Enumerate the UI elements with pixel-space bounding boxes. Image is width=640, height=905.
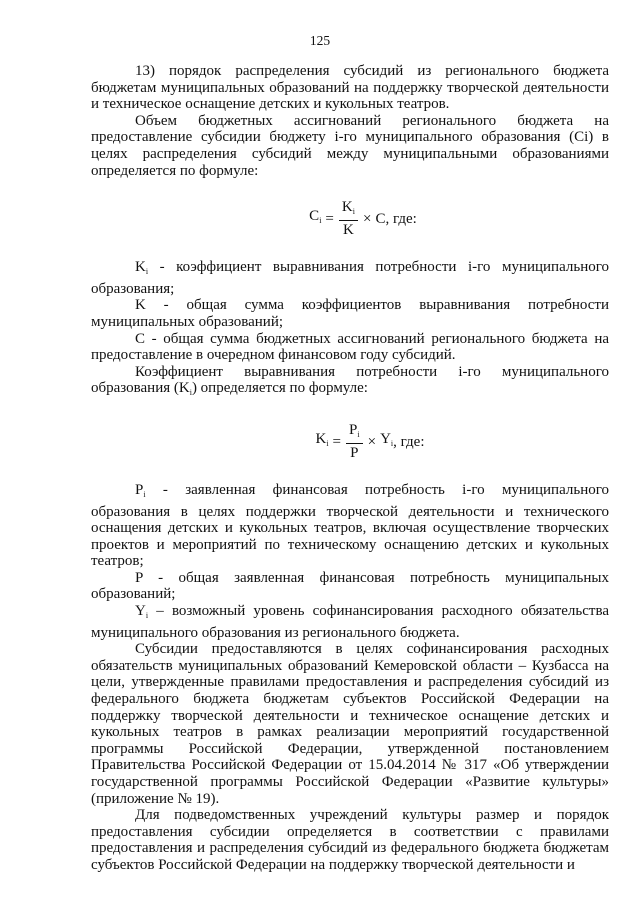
formula-equals-sign: = xyxy=(332,433,342,450)
formula-tail: , где: xyxy=(393,433,425,450)
fraction-numerator: $K_i$ xyxy=(339,200,358,221)
formula-symbol-c: $C_i$ xyxy=(309,208,322,226)
fraction-denominator: P xyxy=(350,444,359,461)
formula-times-sign: × xyxy=(362,210,372,227)
fraction-denominator: K xyxy=(343,222,354,239)
formula-coefficient xyxy=(131,423,609,461)
paragraph-subsidies-purpose: Субсидии предоставляются в целях софинансирования расходных обязательств муниципальных образований Кемеровской области – Кузбасса на цели, утвержденные правилами предоставления и распределения субсидий из федерального бюджета бюджетам субъектов Российской Федерации на поддержку творческой деятельности и техническое оснащение детских и кукольных театров в рамках реализации мероприятий государственной программы Российской Федерации, утвержденной постановлением Правительства Российской Федерации от 15.04.2014 № 317 «Об утверждении государственной программы Российской Федерации «Развитие культуры» (приложение № 19). xyxy=(91,641,609,807)
formula-fraction xyxy=(346,423,363,461)
page-number: 125 xyxy=(309,33,331,48)
paragraph-item-13: 13) порядок распределения субсидий из регионального бюджета бюджетам муниципальных образований на поддержку творческой деятельности и техническое оснащение детских и кукольных театров. xyxy=(91,63,609,113)
formula-fraction xyxy=(339,200,358,238)
paragraph-coefficient: Коэффициент выравнивания потребности i-го муниципального образования $(K_i)$ определяется по формуле: xyxy=(91,363,609,398)
formula-symbol-c-total: C xyxy=(375,210,386,227)
formula-equals-sign: = xyxy=(325,210,334,227)
formula-tail: , где: xyxy=(385,210,417,227)
formula-times-sign: × xyxy=(367,433,377,450)
document-body xyxy=(91,63,609,874)
definition-k: K - общая сумма коэффициентов выравнивания потребности муниципальных образований; xyxy=(91,297,609,330)
paragraph-budget-volume: Объем бюджетных ассигнований регионального бюджета на предоставление субсидии бюджету i-го муниципального образования (Ci) в целях распределения субсидий между муниципальными образованиями определяется по формуле: xyxy=(91,112,609,179)
definition-p: P - общая заявленная финансовая потребность муниципальных образований; xyxy=(91,569,609,603)
paragraph-subordinate-institutions: Для подведомственных учреждений культуры размер и порядок предоставления субсидии определяется в соответствии с правилами предоставления и распределения субсидий из федерального бюджета бюджетам субъектов Российской Федерации на поддержку творческой деятельности и xyxy=(91,807,609,873)
formula-symbol-k: $K_i$ xyxy=(315,431,329,449)
definition-ki: $K_i$ - коэффициент выравнивания потребности i-го муниципального образования; xyxy=(91,259,609,297)
definition-yi: $Y_i$ – возможный уровень софинансирования расходного обязательства муниципального образования из регионального бюджета. xyxy=(91,603,609,641)
definition-c: C - общая сумма бюджетных ассигнований регионального бюджета на предоставление в очередном финансовом году субсидий. xyxy=(91,330,609,364)
formula-symbol-y: $Y_i$ xyxy=(380,431,394,449)
definition-pi: $P_i$ - заявленная финансовая потребность i-го муниципального образования в целях поддержки творческой деятельности и технического оснащения детских и кукольных театров, включая осуществление творческих проектов и мероприятий по техническому оснащению детских и кукольных театров; xyxy=(91,481,609,570)
formula-subsidy xyxy=(117,200,609,238)
fraction-numerator: $P_i$ xyxy=(346,423,363,444)
